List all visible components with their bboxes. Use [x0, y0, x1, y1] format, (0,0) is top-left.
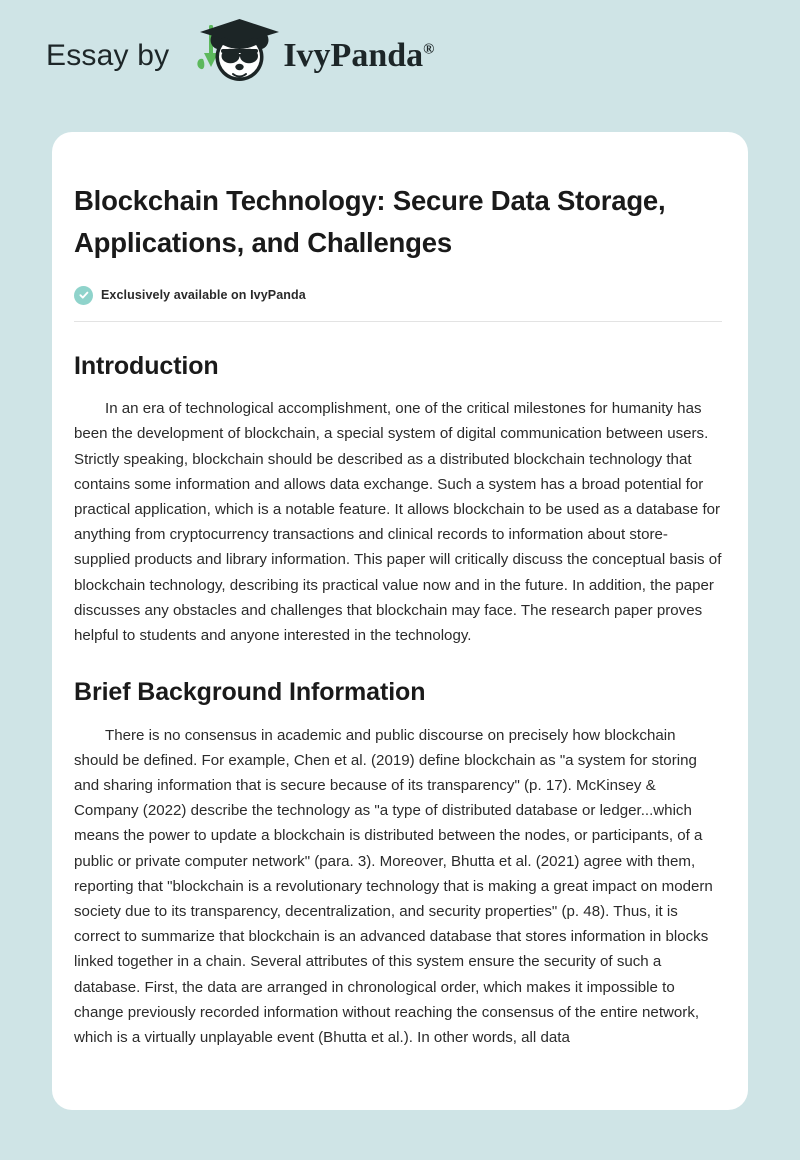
- check-circle-icon: [74, 286, 93, 305]
- page-title: Blockchain Technology: Secure Data Storage, Applications, and Challenges: [74, 185, 666, 258]
- document-content: [74, 180, 722, 1050]
- exclusive-availability-label: Exclusively available on IvyPanda: [101, 288, 306, 303]
- brand-header: [0, 0, 800, 74]
- section-paragraph: There is no consensus in academic and public discourse on precisely how blockchain should be defined. For example, Chen et al. (2019) define blockchain as "a system for storing and sharing information that is secure because of its transparency" (p. 17). McKinsey & Company (2022) describe the technology as "a type of distributed database or ledger...which means the power to update a blockchain is distributed between the nodes, or participants, of a public or private computer network" (para. 3). Moreover, Bhutta et al. (2021) agree with them, reporting that "blockchain is a revolutionary technology that is making a great impact on modern society due to its transparency, decentralization, and security properties" (p. 48). Thus, it is correct to summarize that blockchain is an advanced database that stores information in blocks linked together in a chain. Several attributes of this system ensure the security of such a database. First, the data are arranged in chronological order, which makes it impossible to change previously recorded information without reaching the consensus of the entire network, which is a virtually unplayable event (Bhutta et al.). In other words, all data: [74, 726, 713, 1047]
- exclusive-availability-badge: [74, 286, 722, 305]
- brand-wordmark: [283, 39, 434, 73]
- title-divider: [74, 321, 722, 322]
- ivypanda-logo[interactable]: [183, 25, 434, 87]
- section-paragraph: In an era of technological accomplishment, one of the critical milestones for humanity has been the development of blockchain, a special system of digital communication between users. Strictly speaking, blockchain should be described as a distributed blockchain technology that contains some information and allows data exchange. Such a system has a broad potential for practical application, which is a notable feature. It allows blockchain to be used as a database for anything from cryptocurrency transactions and clinical records to information about store-supplied products and library information. This paper will critically discuss the conceptual basis of blockchain technology, describing its practical value now and in the future. In addition, the paper discusses any obstacles and challenges that blockchain may face. The research paper proves helpful to students and anyone interested in the technology.: [74, 400, 722, 644]
- essay-by-label: Essay by: [46, 39, 170, 72]
- document-card: [52, 132, 748, 1110]
- section-heading-brief-background-information: Brief Background Information: [74, 678, 426, 707]
- ivypanda-panda-logo-icon: [183, 15, 287, 87]
- brand-name-text: IvyPanda: [283, 37, 424, 74]
- registered-trademark-symbol: ®: [423, 41, 435, 58]
- section-heading-introduction: Introduction: [74, 351, 219, 380]
